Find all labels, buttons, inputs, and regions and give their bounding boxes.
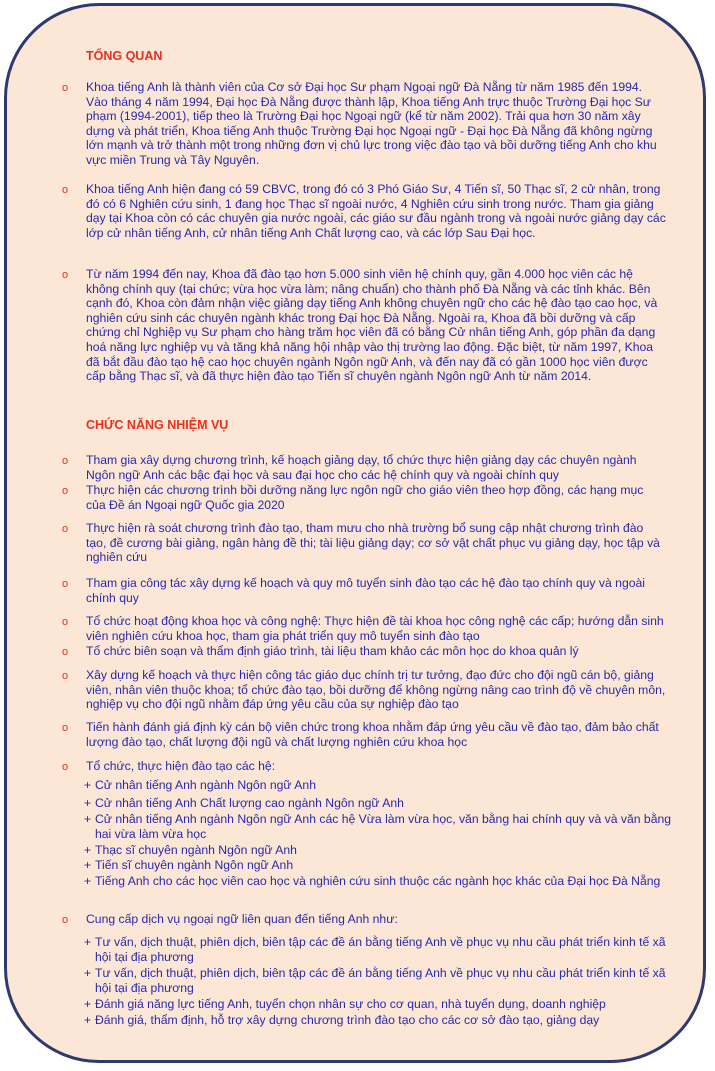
service-item: + Tư vấn, dịch thuật, phiên dịch, biên tập các đề án bằng tiếng Anh về phục vụ nhu cầu phát triển kinh tế xã hội tại địa phương [84,935,666,964]
training-program-item: + Cử nhân tiếng Anh Chất lượng cao ngành Ngôn ngữ Anh [84,796,404,810]
plus-icon: + [84,858,92,872]
overview-paragraph-1: Khoa tiếng Anh là thành viên của Cơ sở Đại học Sư phạm Ngoại ngữ Đà Nẵng từ năm 1985 đến 1994. Vào tháng 4 năm 1994, Đại học Đà Nẵng được thành lập, Khoa tiếng Anh trực thuộc Trường Đại học Sư phạm (1994-2001), tiếp theo là Trường Đại học Ngoại ngữ (kể từ năm 2002). Trải qua hơn 30 năm xây dựng và phát triển, Khoa tiếng Anh thuộc Trường Đại học Ngoại ngữ - Đại học Đà Nẵng đã không ngừng lớn mạnh và trở thành một trong những đơn vị chủ lực trong việc đào tạo và bồi dưỡng tiếng Anh cho khu vực miền Trung và Tây Nguyên. [86,80,657,167]
plus-icon: + [84,843,92,857]
plus-icon: + [84,778,92,792]
plus-icon: + [84,874,92,888]
function-item-6: Tổ chức biên soạn và thẩm định giáo trình, tài liệu tham khảo các môn học do khoa quản lý [86,644,579,658]
function-item-8: Tiến hành đánh giá định kỳ cán bộ viên chức trong khoa nhằm đáp ứng yêu cầu về đào tạo, đảm bảo chất lượng đào tạo, chất lượng đội ngũ và chất lượng nghiên cứu khoa học [86,720,659,749]
plus-icon: + [84,997,92,1011]
training-program-item: + Cử nhân tiếng Anh ngành Ngôn ngữ Anh [84,778,316,792]
bullet-icon: o [62,578,69,590]
bullet-icon: o [62,184,69,196]
bullet-icon: o [62,722,69,734]
plus-icon: + [84,966,92,980]
function-item-9: Tổ chức, thực hiện đào tạo các hệ: [86,759,276,773]
bullet-icon: o [62,455,69,467]
training-program-item: + Thạc sĩ chuyên ngành Ngôn ngữ Anh [84,843,297,857]
bullet-icon: o [62,914,69,926]
plus-icon: + [84,796,92,810]
training-program-item: + Cử nhân tiếng Anh ngành Ngôn ngữ Anh các hệ Vừa làm vừa học, văn bằng hai chính quy và và văn bằng hai vừa làm vừa học [84,812,672,841]
function-item-5: Tổ chức hoạt động khoa học và công nghệ: Thực hiện đề tài khoa học công nghệ các cấp; hướng dẫn sinh viên nghiên cứu khoa học, tham gia phát triển quy mô tuyển sinh đào tạo [86,614,664,643]
function-item-1: Tham gia xây dựng chương trình, kế hoạch giảng dạy, tổ chức thực hiện giảng dạy các chuyên ngành Ngôn ngữ Anh các bậc đại học và sau đại học cho các hệ chính quy và ngoài chính quy [86,453,637,482]
bullet-icon: o [62,82,69,94]
training-program-item: + Tiếng Anh cho các học viên cao học và nghiên cứu sinh thuộc các ngành học khác của Đại học Đà Nẵng [84,874,661,888]
bullet-icon: o [62,485,69,497]
bullet-icon: o [62,523,69,535]
bullet-icon: o [62,670,69,682]
section-title-functions: CHỨC NĂNG NHIỆM VỤ [86,418,229,432]
section-title-overview: TỔNG QUAN [86,49,163,63]
service-item: + Đánh giá, thẩm định, hỗ trợ xây dựng chương trình đào tạo cho các cơ sở đào tạo, giảng dạy [84,1013,600,1027]
plus-icon: + [84,1013,92,1027]
plus-icon: + [84,935,92,949]
service-item: + Đánh giá năng lực tiếng Anh, tuyển chọn nhân sự cho cơ quan, nhà tuyển dụng, doanh nghiệp [84,997,606,1011]
bullet-icon: o [62,616,69,628]
service-item: + Tư vấn, dịch thuật, phiên dịch, biên tập các đề án bằng tiếng Anh về phục vụ nhu cầu phát triển kinh tế xã hội tại địa phương [84,966,666,995]
overview-paragraph-2: Khoa tiếng Anh hiện đang có 59 CBVC, trong đó có 3 Phó Giáo Sư, 4 Tiến sĩ, 50 Thạc sĩ, 2 cử nhân, trong đó có 6 Nghiên cứu sinh, 1 đang học Thạc sĩ ngoài nước, 4 Nghiên cứu sinh trong nước. Tham gia giảng dạy tại Khoa còn có các chuyên gia nước ngoài, các giáo sư đầu ngành trong và ngoài nước giảng dạy các lớp cử nhân tiếng Anh, cử nhân tiếng Anh Chất lượng cao, và các lớp Sau Đại học. [86,182,666,240]
bullet-icon: o [62,646,69,658]
plus-icon: + [84,812,92,826]
overview-paragraph-3: Từ năm 1994 đến nay, Khoa đã đào tạo hơn 5.000 sinh viên hệ chính quy, gần 4.000 học viên các hệ không chính quy (tại chức; vừa học vừa làm; nâng chuẩn) cho thành phố Đà Nẵng và các tỉnh khác. Bên cạnh đó, Khoa còn đảm nhận việc giảng dạy tiếng Anh không chuyên ngữ cho các hệ đào tạo cao học, và nghiên cứu sinh các chuyên ngành khác trong Đại học Đà Nẵng. Ngoài ra, Khoa đã bồi dưỡng và cấp chứng chỉ Nghiệp vụ Sư phạm cho hàng trăm học viên đã có bằng Cử nhân tiếng Anh, góp phần đa dạng hoá năng lực nghiệp vụ và tăng khả năng hội nhập vào thị trường lao động. Đặc biệt, từ năm 1997, Khoa đã bắt đầu đào tạo hệ cao học chuyên ngành Ngôn ngữ Anh, và đến nay đã có gần 1000 học viên được cấp bằng Thạc sĩ, và đã thực hiện đào tạo Tiến sĩ chuyên ngành Ngôn ngữ Anh từ năm 2014. [86,267,658,384]
function-item-4: Tham gia công tác xây dựng kế hoạch và quy mô tuyển sinh đào tạo các hệ đào tạo chính quy và ngoài chính quy [86,576,645,605]
function-item-3: Thực hiện rà soát chương trình đào tạo, tham mưu cho nhà trường bổ sung cập nhật chương trình đào tạo, đề cương bài giảng, ngân hàng đề thi; tài liệu giảng dạy; cơ sở vật chất phục vụ giảng dạy, học tập và nghiên cứu [86,521,660,565]
training-program-item: + Tiến sĩ chuyên ngành Ngôn ngữ Anh [84,858,294,872]
bullet-icon: o [62,761,69,773]
function-item-2: Thực hiện các chương trình bồi dưỡng năng lực ngôn ngữ cho giáo viên theo hợp đồng, các hạng mục của Đề án Ngoại ngữ Quốc gia 2020 [86,483,644,512]
services-intro: Cung cấp dịch vụ ngoại ngữ liên quan đến tiếng Anh như: [86,912,398,926]
function-item-7: Xây dựng kế hoạch và thực hiện công tác giáo dục chính trị tư tưởng, đạo đức cho đội ngũ cán bộ, giảng viên, nhân viên thuộc khoa; tổ chức đào tạo, bồi dưỡng để không ngừng nâng cao trình độ về chuyên môn, nghiệp vụ cho đội ngũ nhằm đáp ứng yêu cầu của sự nghiệp đào tạo [86,668,666,712]
bullet-icon: o [62,269,69,281]
